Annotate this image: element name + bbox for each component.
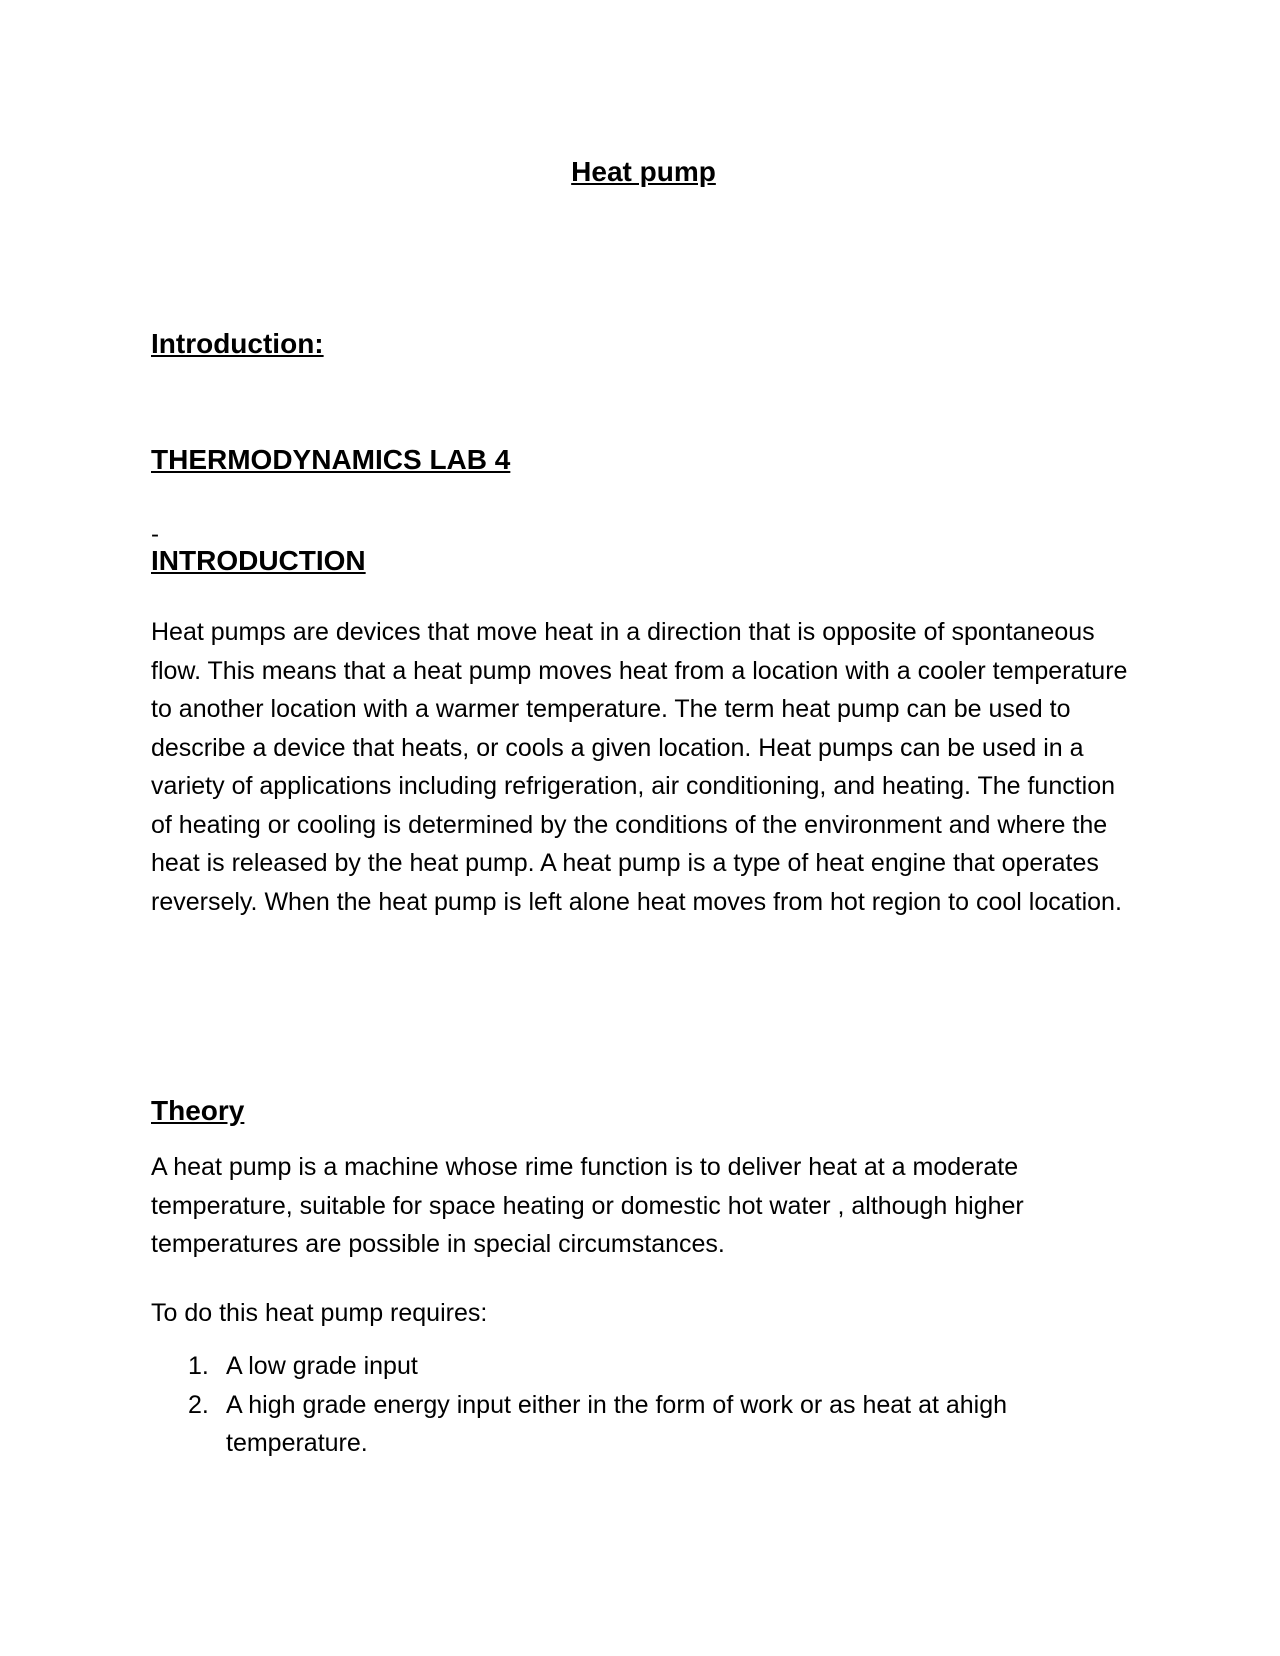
section-heading-introduction: INTRODUCTION (151, 545, 366, 576)
introduction-heading: Introduction: (151, 328, 324, 359)
document-title: Heat pump (571, 156, 716, 187)
introduction-paragraph: Heat pumps are devices that move heat in a direction that is opposite of spontaneous flow. This means that a heat pump moves heat from a location with a cooler temperature to another location with a warmer temperature. The term heat pump can be used to describe a device that heats, or cools a given location. Heat pumps can be used in a variety of applications including refrigeration, air conditioning, and heating. The function of heating or cooling is determined by the conditions of the environment and where the heat is released by the heat pump. A heat pump is a type of heat engine that operates reversely. When the heat pump is left alone heat moves from hot region to cool location. (151, 618, 1128, 916)
requirements-list (151, 1347, 1136, 1463)
list-item-number: 2. (188, 1390, 209, 1419)
list-item (151, 1347, 1136, 1386)
theory-heading: Theory (151, 1095, 245, 1126)
list-item (151, 1386, 1136, 1463)
list-item-number: 1. (188, 1352, 209, 1380)
lab-heading: THERMODYNAMICS LAB 4 (151, 444, 511, 475)
list-item-text: A high grade energy input either in the form of work or as heat at ahigh temperature. (226, 1390, 1008, 1457)
theory-paragraph: A heat pump is a machine whose rime function is to deliver heat at a moderate temperature, suitable for space heating or domestic hot water , although higher temperatures are possible in special circumstances. (151, 1153, 1024, 1258)
dash-line: - (151, 521, 159, 548)
list-item-text: A low grade input (226, 1352, 418, 1380)
requires-text: To do this heat pump requires: (151, 1299, 488, 1327)
